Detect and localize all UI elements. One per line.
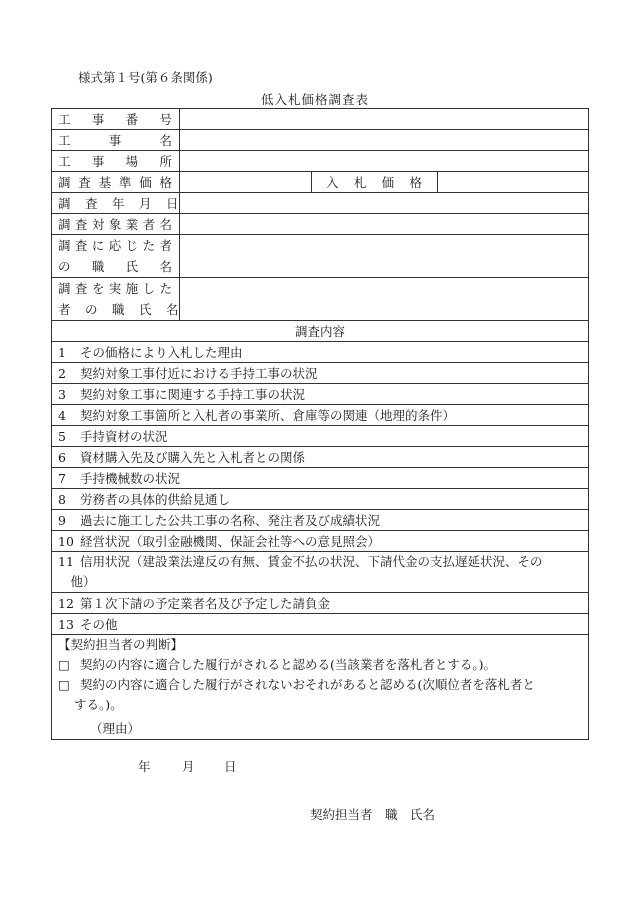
- label-surveyor-line2: 者 の 職 氏 名: [58, 302, 180, 317]
- survey-item-1[interactable]: 1 その価格により入札した理由: [52, 342, 589, 363]
- survey-item-6[interactable]: 6 資材購入先及び購入先と入札者との関係: [52, 447, 589, 468]
- reason-label: （理由）: [90, 721, 141, 736]
- value-surveyor[interactable]: [180, 278, 589, 321]
- checkbox-reject[interactable]: □: [58, 677, 70, 692]
- value-survey-base-price[interactable]: [180, 172, 312, 193]
- label-survey-base-price: 調査基準価格: [52, 172, 180, 193]
- survey-item-10[interactable]: 10 経営状況（取引金融機関、保証会社等への意見照会）: [52, 531, 589, 552]
- signature-line: 契約担当者 職 氏名: [310, 807, 436, 822]
- form-number: 様式第１号(第６条関係): [78, 70, 213, 85]
- row-surveyor: [52, 278, 589, 321]
- survey-item-13[interactable]: 13 その他: [52, 614, 589, 635]
- row-survey-header: [52, 321, 589, 342]
- value-construction-site[interactable]: [180, 151, 589, 172]
- value-bid-price[interactable]: [438, 172, 589, 193]
- survey-form-table: [51, 108, 589, 822]
- value-survey-target-name[interactable]: [180, 214, 589, 235]
- label-survey-date: 調 査 年 月 日: [52, 193, 180, 214]
- row-survey-date: [52, 193, 589, 214]
- row-construction-number: [52, 109, 589, 130]
- survey-item-3[interactable]: 3 契約対象工事に関連する手持工事の状況: [52, 384, 589, 405]
- value-construction-number[interactable]: [180, 109, 589, 130]
- survey-item-8[interactable]: 8 労務者の具体的供給見通し: [52, 489, 589, 510]
- judgment-option-reject[interactable]: □ 契約の内容に適合した履行がされないおそれがあると認める(次順位者を落札者と: [58, 675, 582, 695]
- label-respondent: [52, 235, 180, 278]
- judgment-section: [52, 635, 589, 822]
- label-surveyor-line1: 調査を実施した: [58, 281, 173, 296]
- judgment-option-reject-cont: する。)。: [74, 697, 123, 712]
- date-day: 日: [224, 759, 237, 774]
- label-bid-price: 入 札 価 格: [312, 172, 438, 193]
- row-construction-name: [52, 130, 589, 151]
- value-survey-date[interactable]: [180, 193, 589, 214]
- label-construction-site: 工 事 場 所: [52, 151, 180, 172]
- row-respondent: [52, 235, 589, 278]
- row-prices: [52, 172, 589, 193]
- survey-item-12[interactable]: 12 第１次下請の予定業者名及び予定した請負金: [52, 593, 589, 614]
- date-month: 月: [182, 759, 195, 774]
- label-construction-number: 工 事 番 号: [52, 109, 180, 130]
- label-respondent-line1: 調査に応じた者: [58, 238, 173, 253]
- label-respondent-line2: の 職 氏 名: [58, 259, 173, 274]
- survey-item-7[interactable]: 7 手持機械数の状況: [52, 468, 589, 489]
- label-survey-target-name: 調査対象業者名: [52, 214, 180, 235]
- value-construction-name[interactable]: [180, 130, 589, 151]
- value-respondent[interactable]: [180, 235, 589, 278]
- form-title: 低入札価格調査表: [260, 92, 369, 107]
- date-line: [138, 757, 237, 777]
- label-surveyor: [52, 278, 180, 321]
- row-survey-target: [52, 214, 589, 235]
- survey-item-5[interactable]: 5 手持資材の状況: [52, 426, 589, 447]
- survey-content-header: 調査内容: [52, 321, 589, 342]
- row-construction-site: [52, 151, 589, 172]
- judgment-option-approve[interactable]: □ 契約の内容に適合した履行がされると認める(当該業者を落札者とする。)。: [58, 655, 582, 675]
- label-construction-name: 工 事 名: [52, 130, 180, 151]
- survey-item-4[interactable]: 4 契約対象工事箇所と入札者の事業所、倉庫等の関連（地理的条件）: [52, 405, 589, 426]
- survey-item-11[interactable]: 11 信用状況（建設業法違反の有無、賃金不払の状況、下請代金の支払遅延状況、その 他）: [52, 552, 589, 593]
- checkbox-approve[interactable]: □: [58, 657, 70, 672]
- row-judgment: [52, 635, 589, 740]
- judgment-heading: 【契約担当者の判断】: [58, 637, 184, 652]
- survey-item-2[interactable]: 2 契約対象工事付近における手持工事の状況: [52, 363, 589, 384]
- date-year: 年: [138, 759, 151, 774]
- survey-item-9[interactable]: 9 過去に施工した公共工事の名称、発注者及び成績状況: [52, 510, 589, 531]
